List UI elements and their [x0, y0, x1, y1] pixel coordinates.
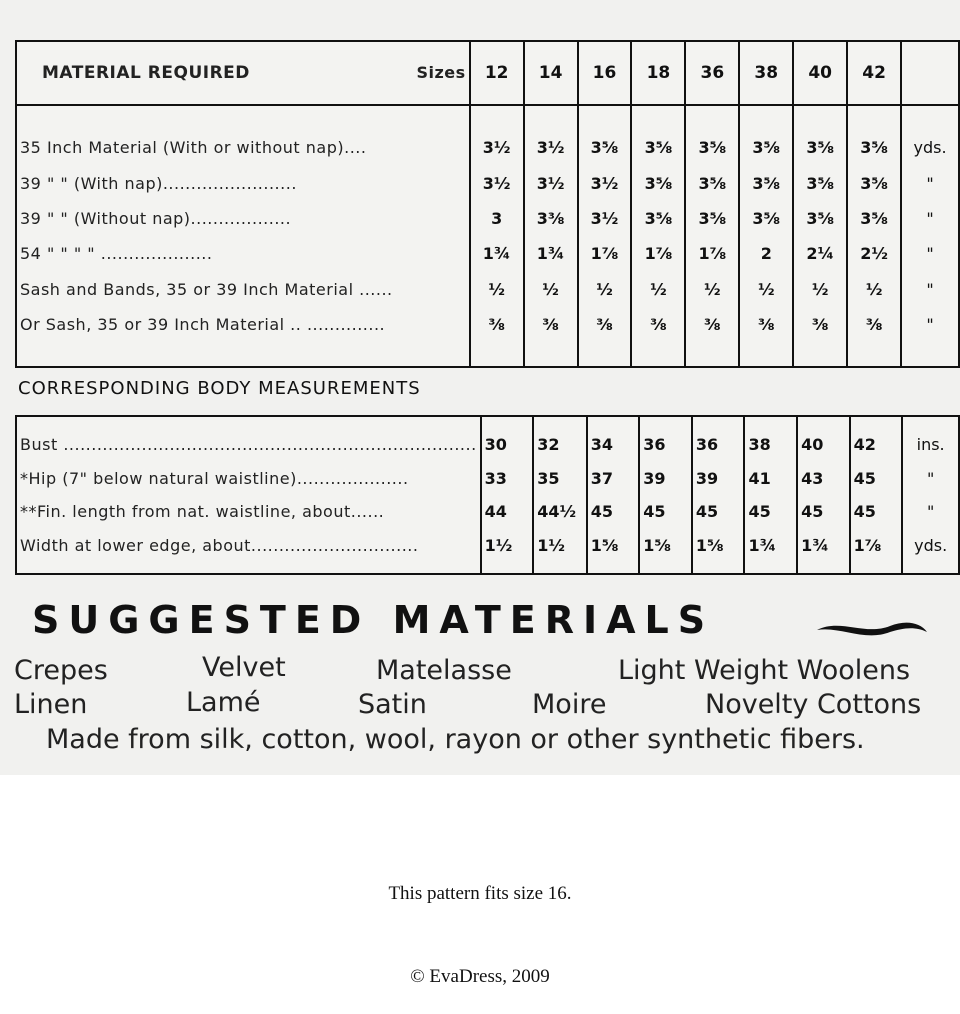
- material-item: Lamé: [186, 687, 261, 718]
- material-item: Satin: [358, 689, 427, 720]
- row-value: ½: [631, 272, 685, 307]
- size-header: 12: [470, 41, 524, 105]
- table-row: [16, 307, 959, 342]
- row-value: 39: [639, 461, 692, 495]
- row-value: ½: [470, 272, 524, 307]
- row-value: 3⅝: [685, 165, 739, 200]
- size-header: 38: [739, 41, 793, 105]
- row-label: Sash and Bands, 35 or 39 Inch Material ......: [16, 272, 470, 307]
- row-value: 1¾: [744, 529, 797, 563]
- suggested-materials-title: SUGGESTED MATERIALS: [32, 598, 715, 642]
- row-value: 42: [850, 427, 903, 461]
- row-value: 37: [587, 461, 640, 495]
- table-row: [16, 461, 959, 495]
- row-value: ½: [578, 272, 632, 307]
- row-value: ⅜: [578, 307, 632, 342]
- row-value: 39: [692, 461, 745, 495]
- row-value: 1⅞: [578, 236, 632, 271]
- size-header: 40: [793, 41, 847, 105]
- row-label: 39 " " (With nap)........................: [16, 165, 470, 200]
- size-header: 42: [847, 41, 901, 105]
- row-unit: ": [926, 502, 935, 522]
- row-value: ⅜: [631, 307, 685, 342]
- row-value: 3⅝: [631, 165, 685, 200]
- row-value: 1½: [481, 529, 534, 563]
- size-header: 14: [524, 41, 578, 105]
- row-value: 3⅝: [847, 201, 901, 236]
- row-label: Bust ..........................................................................: [16, 427, 481, 461]
- material-item: Crepes: [14, 655, 108, 686]
- row-value: 3⅝: [578, 130, 632, 165]
- row-value: 35: [533, 461, 586, 495]
- row-value: ⅜: [470, 307, 524, 342]
- row-label: **Fin. length from nat. waistline, about......: [16, 495, 481, 529]
- row-value: 45: [797, 495, 850, 529]
- row-value: 45: [587, 495, 640, 529]
- row-unit: ": [926, 468, 935, 488]
- row-value: 3⅝: [685, 201, 739, 236]
- table-header-row: [16, 41, 959, 105]
- size-header: 36: [685, 41, 739, 105]
- row-value: ⅜: [524, 307, 578, 342]
- row-value: ½: [793, 272, 847, 307]
- row-value: 44: [481, 495, 534, 529]
- row-unit: ": [926, 173, 934, 193]
- row-unit: ": [926, 279, 934, 299]
- material-item: Novelty Cottons: [705, 689, 922, 720]
- row-value: 3⅝: [739, 201, 793, 236]
- table-row: [16, 236, 959, 271]
- row-value: 2¼: [793, 236, 847, 271]
- row-value: 1⅝: [639, 529, 692, 563]
- row-value: 43: [797, 461, 850, 495]
- row-value: 34: [587, 427, 640, 461]
- row-label: 35 Inch Material (With or without nap)....: [16, 130, 470, 165]
- row-value: 3⅝: [739, 165, 793, 200]
- body-measurements-heading: CORRESPONDING BODY MEASUREMENTS: [18, 378, 421, 399]
- row-value: ½: [524, 272, 578, 307]
- row-value: 1⅝: [692, 529, 745, 563]
- row-value: ⅜: [739, 307, 793, 342]
- row-value: 3⅝: [793, 130, 847, 165]
- row-value: 30: [481, 427, 534, 461]
- fiber-note: Made from silk, cotton, wool, rayon or other synthetic fibers.: [46, 724, 865, 755]
- row-value: 1½: [533, 529, 586, 563]
- row-value: 3½: [524, 130, 578, 165]
- row-label: *Hip (7" below natural waistline)....................: [16, 461, 481, 495]
- row-unit: ": [926, 208, 934, 228]
- row-value: 3½: [470, 130, 524, 165]
- row-value: 1⅞: [685, 236, 739, 271]
- table-row: [16, 529, 959, 563]
- fit-note: This pattern fits size 16.: [388, 883, 572, 904]
- row-value: 32: [533, 427, 586, 461]
- row-value: ⅜: [685, 307, 739, 342]
- row-unit: yds.: [913, 138, 947, 158]
- row-value: 45: [850, 461, 903, 495]
- row-value: 3⅝: [685, 130, 739, 165]
- row-value: ½: [847, 272, 901, 307]
- table-row: [16, 130, 959, 165]
- row-value: 45: [744, 495, 797, 529]
- row-value: 1¾: [470, 236, 524, 271]
- row-value: 3½: [578, 165, 632, 200]
- material-item: Moire: [532, 689, 607, 720]
- row-value: 3⅝: [631, 130, 685, 165]
- row-value: ⅜: [847, 307, 901, 342]
- row-value: ½: [685, 272, 739, 307]
- row-value: 1¾: [524, 236, 578, 271]
- row-value: 36: [692, 427, 745, 461]
- copyright: © EvaDress, 2009: [410, 966, 550, 987]
- table-row: [16, 272, 959, 307]
- row-value: 3⅝: [793, 201, 847, 236]
- row-label: 54 " " " " ....................: [16, 236, 470, 271]
- material-item: Linen: [14, 689, 88, 720]
- row-unit: ": [926, 315, 934, 335]
- row-label: Width at lower edge, about..............................: [16, 529, 481, 563]
- row-value: 44½: [533, 495, 586, 529]
- body-measurements-table: [15, 415, 960, 575]
- material-item: Velvet: [202, 652, 286, 683]
- row-value: 3: [470, 201, 524, 236]
- table-row: [16, 201, 959, 236]
- row-value: 1⅞: [850, 529, 903, 563]
- row-value: 45: [639, 495, 692, 529]
- row-value: 3⅝: [793, 165, 847, 200]
- row-label: Or Sash, 35 or 39 Inch Material .. ..............: [16, 307, 470, 342]
- row-value: 45: [850, 495, 903, 529]
- row-value: ⅜: [793, 307, 847, 342]
- table-row: [16, 427, 959, 461]
- row-value: 3⅜: [524, 201, 578, 236]
- material-item: Light Weight Woolens: [618, 655, 911, 686]
- material-required-table: [15, 40, 960, 368]
- row-value: 3⅝: [739, 130, 793, 165]
- size-header: 18: [631, 41, 685, 105]
- row-value: 2½: [847, 236, 901, 271]
- row-value: 45: [692, 495, 745, 529]
- row-value: 1⅞: [631, 236, 685, 271]
- table-row: [16, 495, 959, 529]
- row-value: 3⅝: [631, 201, 685, 236]
- row-value: ½: [739, 272, 793, 307]
- table-row: [16, 165, 959, 200]
- row-value: 2: [739, 236, 793, 271]
- row-value: 3⅝: [847, 165, 901, 200]
- row-value: 3½: [578, 201, 632, 236]
- sizes-label: Sizes: [416, 63, 466, 83]
- row-value: 41: [744, 461, 797, 495]
- row-value: 36: [639, 427, 692, 461]
- row-label: 39 " " (Without nap)..................: [16, 201, 470, 236]
- table-title: MATERIAL REQUIRED: [42, 63, 250, 84]
- row-value: 40: [797, 427, 850, 461]
- row-value: 3⅝: [847, 130, 901, 165]
- size-header: 16: [578, 41, 632, 105]
- row-unit: ins.: [916, 434, 945, 454]
- row-value: 3½: [524, 165, 578, 200]
- row-value: 33: [481, 461, 534, 495]
- material-item: Matelasse: [376, 655, 512, 686]
- row-unit: ": [926, 244, 934, 264]
- row-value: 1¾: [797, 529, 850, 563]
- row-unit: yds.: [914, 536, 948, 556]
- row-value: 38: [744, 427, 797, 461]
- row-value: 3½: [470, 165, 524, 200]
- swash-ornament-icon: [815, 614, 930, 644]
- row-value: 1⅝: [587, 529, 640, 563]
